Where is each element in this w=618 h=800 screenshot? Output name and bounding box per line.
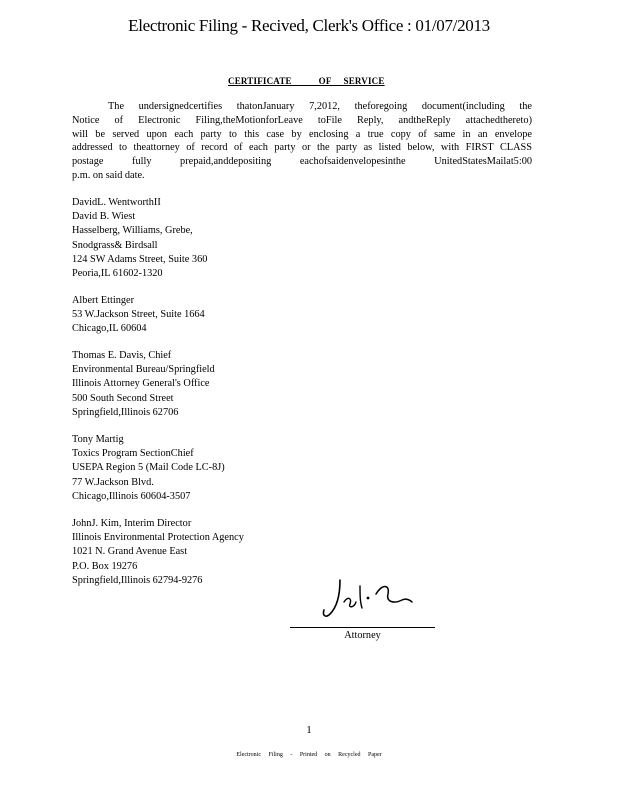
body-line: The undersignedcertifies thatonJanuary 7,2012, theforegoing document(including the bbox=[108, 101, 532, 112]
body-line: addressed to theattorney of record of each party or the party as listed below, with FIRST CLASS bbox=[72, 142, 532, 154]
address-line: Thomas E. Davis, Chief bbox=[72, 350, 172, 361]
address-line: Illinois Attorney General's Office bbox=[72, 378, 210, 390]
address-block-kim bbox=[72, 517, 244, 588]
address-line: Chicago,IL 60604 bbox=[72, 323, 147, 335]
address-line: Hasselberg, Williams, Grebe, bbox=[72, 225, 193, 237]
address-line: 1021 N. Grand Avenue East bbox=[72, 546, 188, 558]
address-line: 53 W.Jackson Street, Suite 1664 bbox=[72, 309, 205, 321]
address-line: P.O. Box 19276 bbox=[72, 560, 138, 572]
address-line: Springfield,Illinois 62706 bbox=[72, 406, 179, 418]
body-line: will be served upon each party to this case by enclosing a true copy of same in an envelope bbox=[72, 128, 532, 140]
signature-line bbox=[290, 627, 435, 628]
certificate-body bbox=[72, 100, 532, 183]
address-line: Springfield,Illinois 62794-9276 bbox=[72, 574, 203, 586]
page-number: 1 bbox=[306, 724, 312, 736]
body-line: postage fully prepaid,anddepositing eachofsaidenvelopesinthe UnitedStatesMailat5:00 bbox=[72, 156, 532, 168]
filing-header: Electronic Filing - Recived, Clerk's Office : 01/07/2013 bbox=[128, 16, 490, 35]
address-line: David B. Wiest bbox=[72, 211, 136, 223]
address-line: Toxics Program SectionChief bbox=[72, 448, 194, 460]
signature-icon bbox=[318, 572, 418, 622]
address-line: 124 SW Adams Street, Suite 360 bbox=[72, 253, 208, 265]
body-line: Notice of Electronic Filing,theMotionforLeave toFile Reply, andtheReply attachedthereto) bbox=[72, 114, 532, 126]
address-block-ettinger bbox=[72, 294, 205, 337]
page-footer: Electronic Filing - Printed on Recycled Paper bbox=[236, 752, 382, 758]
address-line: Snodgrass& Birdsall bbox=[72, 239, 158, 251]
handwritten-signature bbox=[318, 572, 418, 622]
body-line: p.m. on said date. bbox=[72, 169, 145, 181]
address-line: Chicago,Illinois 60604-3507 bbox=[72, 490, 191, 502]
certificate-title: CERTIFICATE OF SERVICE bbox=[228, 76, 385, 86]
address-line: Environmental Bureau/Springfield bbox=[72, 364, 215, 376]
address-block-martig bbox=[72, 433, 225, 504]
address-line: Peoria,IL 61602-1320 bbox=[72, 268, 163, 280]
address-line: 77 W.Jackson Blvd. bbox=[72, 476, 154, 488]
address-block-davis bbox=[72, 349, 215, 420]
address-line: USEPA Region 5 (Mail Code LC-8J) bbox=[72, 462, 225, 474]
address-line: Tony Martig bbox=[72, 434, 124, 445]
address-line: 500 South Second Street bbox=[72, 392, 174, 404]
address-line: JohnJ. Kim, Interim Director bbox=[72, 518, 192, 529]
address-block-wentworth bbox=[72, 196, 207, 281]
signature-label: Attorney bbox=[344, 630, 381, 641]
address-line: Albert Ettinger bbox=[72, 295, 135, 306]
address-line: DavidL. WentworthII bbox=[72, 197, 161, 208]
address-line: Illinois Environmental Protection Agency bbox=[72, 532, 244, 544]
